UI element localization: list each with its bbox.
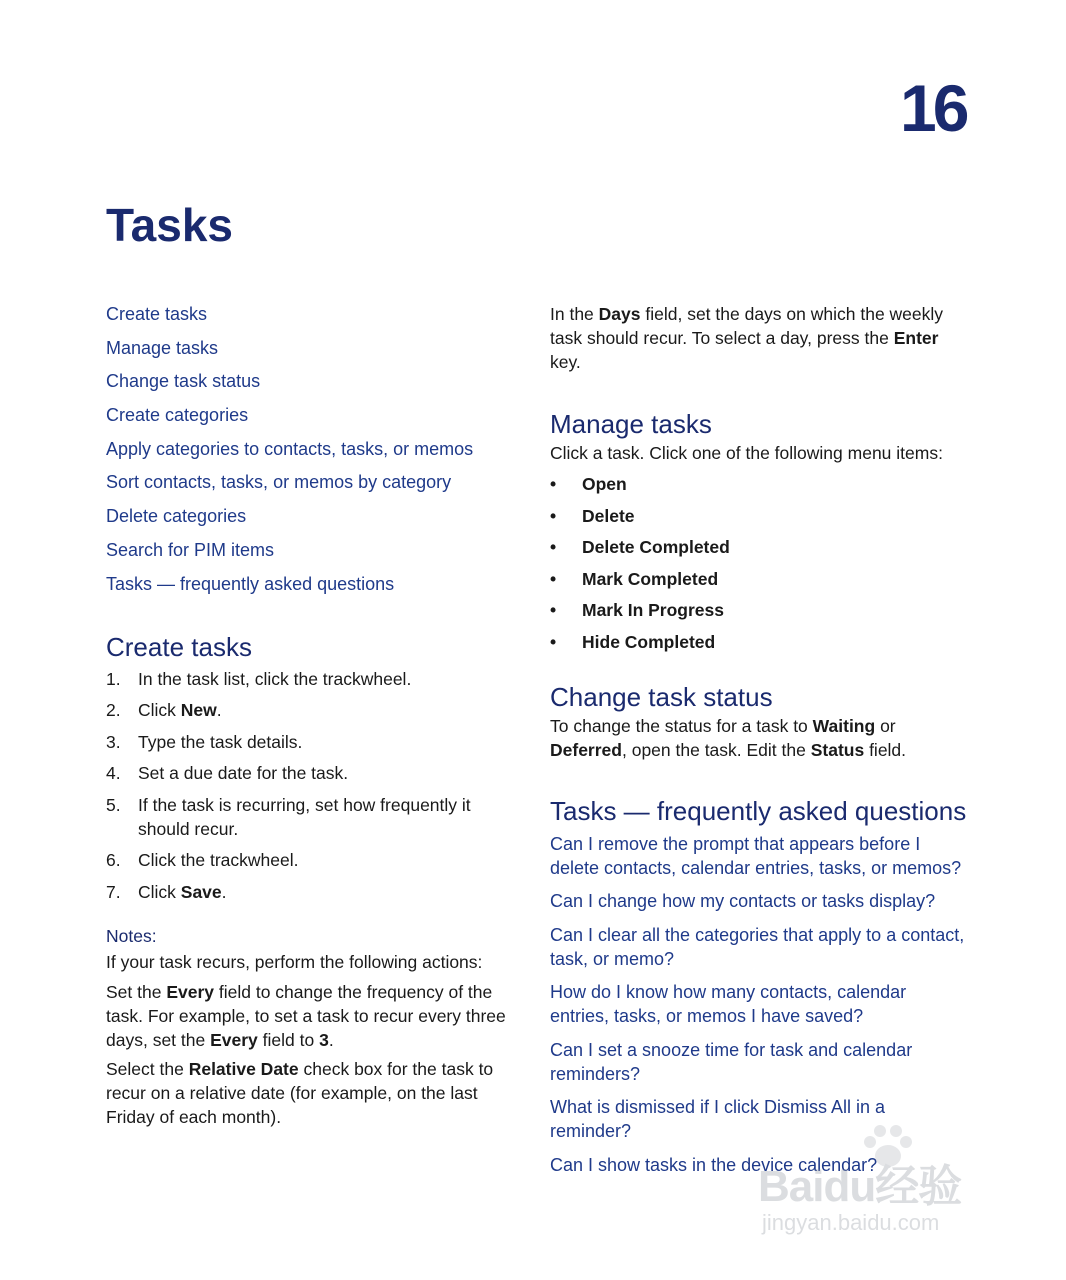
toc-link-sort-by-category[interactable]: Sort contacts, tasks, or memos by category bbox=[106, 472, 452, 493]
step-bold-term: New bbox=[180, 700, 217, 721]
watermark-url: jingyan.baidu.com bbox=[762, 1210, 940, 1235]
toc-link-manage-tasks[interactable]: Manage tasks bbox=[106, 337, 219, 358]
step-number: 1. bbox=[106, 668, 121, 689]
step-item bbox=[106, 793, 526, 841]
step-number: 5. bbox=[106, 794, 121, 815]
step-text: Set a due date for the task. bbox=[138, 763, 349, 784]
step-text: Click bbox=[138, 700, 181, 721]
step-item bbox=[106, 761, 526, 785]
bullet-icon: • bbox=[550, 631, 557, 652]
toc-link-search-pim[interactable]: Search for PIM items bbox=[106, 539, 275, 560]
table-of-contents bbox=[106, 302, 526, 596]
step-text: Type the task details. bbox=[138, 731, 303, 752]
manage-tasks-heading: Manage tasks bbox=[550, 409, 712, 439]
step-item bbox=[106, 667, 526, 691]
step-text: In the task list, click the trackwheel. bbox=[138, 668, 412, 689]
manage-tasks-intro: Click a task. Click one of the following menu items: bbox=[550, 443, 943, 463]
create-tasks-heading: Create tasks bbox=[106, 631, 252, 662]
notes-title: Notes: bbox=[106, 926, 157, 947]
notes-intro: If your task recurs, perform the following actions: bbox=[106, 952, 483, 973]
faq-link[interactable]: Can I clear all the categories that apply to a contact, task, or memo? bbox=[550, 924, 965, 969]
step-text: If the task is recurring, set how frequently it should recur. bbox=[138, 794, 471, 839]
chapter-number: 16 bbox=[900, 71, 966, 145]
baidu-watermark bbox=[758, 1122, 1008, 1242]
step-item bbox=[106, 698, 526, 722]
faq-link[interactable]: Can I remove the prompt that appears before I delete contacts, calendar entries, tasks, or memos? bbox=[550, 833, 962, 878]
menu-item-mark-in-progress: • Mark In Progress bbox=[550, 600, 724, 621]
menu-item-hide-completed: • Hide Completed bbox=[550, 631, 716, 652]
bullet-icon: • bbox=[550, 505, 557, 526]
toc-link-apply-categories[interactable]: Apply categories to contacts, tasks, or memos bbox=[106, 438, 474, 459]
note-days-field: In the Days field, set the days on which the weekly task should recur. To select a day, press the Enter key. bbox=[550, 304, 944, 372]
bullet-icon: • bbox=[550, 600, 557, 621]
left-column bbox=[106, 302, 526, 1129]
faq-link[interactable]: Can I change how my contacts or tasks display? bbox=[550, 891, 936, 912]
toc-link-create-tasks[interactable]: Create tasks bbox=[106, 304, 208, 324]
note-relative-date: Select the Relative Date check box for the task to recur on a relative date (for example, on the last Friday of each month). bbox=[106, 1059, 494, 1128]
note-every-field: Set the Every field to change the frequency of the task. For example, to set a task to recur every three days, set the Every field to 3. bbox=[106, 982, 506, 1051]
page-title: Tasks bbox=[106, 199, 234, 251]
toc-link-delete-categories[interactable]: Delete categories bbox=[106, 506, 247, 527]
menu-item-open: • Open bbox=[550, 474, 627, 494]
faq-heading: Tasks — frequently asked questions bbox=[550, 795, 967, 826]
bullet-icon: • bbox=[550, 474, 557, 494]
faq-link[interactable]: What is dismissed if I click Dismiss All in a reminder? bbox=[550, 1097, 886, 1142]
step-text: . bbox=[216, 700, 222, 721]
step-item bbox=[106, 880, 526, 904]
faq-link[interactable]: How do I know how many contacts, calendar entries, tasks, or memos I have saved? bbox=[550, 982, 907, 1027]
manage-tasks-menu-items bbox=[550, 472, 970, 654]
step-item bbox=[106, 730, 526, 754]
menu-item-delete-completed: • Delete Completed bbox=[550, 537, 730, 558]
step-number: 4. bbox=[106, 763, 121, 784]
toc-link-create-categories[interactable]: Create categories bbox=[106, 405, 249, 426]
right-column bbox=[550, 302, 970, 1186]
change-status-text: To change the status for a task to Waiting or Deferred, open the task. Edit the Status field. bbox=[550, 715, 907, 760]
faq-link[interactable]: Can I set a snooze time for task and calendar reminders? bbox=[550, 1039, 913, 1084]
toc-link-change-task-status[interactable]: Change task status bbox=[106, 371, 261, 392]
step-number: 7. bbox=[106, 882, 121, 903]
step-item bbox=[106, 848, 526, 872]
step-text: Click the trackwheel. bbox=[138, 850, 299, 871]
toc-link-faq[interactable]: Tasks — frequently asked questions bbox=[106, 573, 395, 594]
step-number: 6. bbox=[106, 850, 121, 871]
change-status-heading: Change task status bbox=[550, 681, 773, 712]
menu-item-delete: • Delete bbox=[550, 505, 635, 526]
bullet-icon: • bbox=[550, 568, 557, 589]
step-bold-term: Save bbox=[180, 882, 222, 903]
step-text: . bbox=[221, 882, 227, 903]
step-number: 3. bbox=[106, 731, 121, 752]
step-number: 2. bbox=[106, 700, 121, 721]
bullet-icon: • bbox=[550, 537, 557, 558]
create-tasks-steps bbox=[106, 667, 526, 905]
step-text: Click bbox=[138, 882, 181, 903]
faq-link[interactable]: Can I show tasks in the device calendar? bbox=[550, 1154, 878, 1175]
watermark-brand: Baidu经验 bbox=[758, 1162, 962, 1211]
menu-item-mark-completed: • Mark Completed bbox=[550, 568, 719, 589]
